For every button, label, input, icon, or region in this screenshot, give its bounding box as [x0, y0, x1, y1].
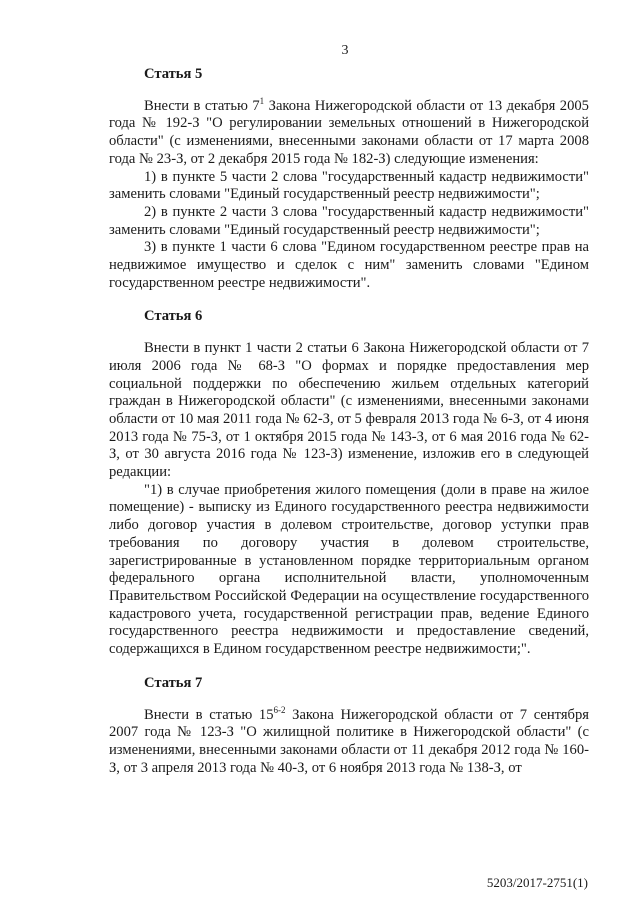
article-7-heading: Статья 7 [144, 674, 203, 691]
article-5-item-3: 3) в пункте 1 части 6 слова "Едином государственном реестре прав на недвижимое имущество и сделок с ним" заменить словами "Едином государственном реестре недвижимости". [109, 239, 589, 291]
article-6-heading: Статья 6 [144, 308, 203, 325]
article-6-quote: "1) в случае приобретения жилого помещения (доли в праве на жилое помещение) - выписку из Единого государственного реестра недвижимости либо договор участия в долевом строительстве, договор уступки прав требования по договору участия в долевом строительстве, зарегистрированные в установленном порядке территориальным органом федерального органа исполнительной власти, уполномоченным Правительством Российской Федерации на осуществление государственного кадастрового учета, государственной регистрации прав, ведение Единого государственного реестра недвижимости и предоставление сведений, содержащихся в Едином государственном реестре недвижимости;". [109, 481, 589, 658]
document-code: 5203/2017-2751(1) [486, 875, 588, 890]
page-number: 3 [341, 43, 349, 58]
article-5-intro: Внести в статью $7^1$ Закона Нижегородской области от 13 декабря 2005 года № 192-З "О регулировании земельных отношений в Нижегородской области" (с изменениями, внесенными законами области от 17 марта 2008 года № 23-З, от 2 декабря 2015 года № 182-З) следующие изменения: [109, 95, 589, 167]
article-5-heading: Статья 5 [144, 66, 203, 82]
article-5-item-2: 2) в пункте 2 части 3 слова "государственный кадастр недвижимости" заменить словами "Единый государственный реестр недвижимости"; [109, 203, 589, 238]
article-7-intro: Внести в статью 15$^{6-2}$ Закона Нижегородской области от 7 сентября 2007 года № 123-З "О жилищной политике в Нижегородской области" (с изменениями, внесенными законами области от 11 декабря 2012 года № 160-З, от 3 апреля 2013 года № 40-З, от 6 ноября 2013 года № 138-З, от [109, 704, 589, 776]
article-6-intro: Внести в пункт 1 части 2 статьи 6 Закона Нижегородской области от 7 июля 2006 года № 68-З "О формах и порядке предоставления мер социальной поддержки по обеспечению жильем отдельных категорий граждан в Нижегородской области" (с изменениями, внесенными законами области от 10 мая 2011 года № 62-З, от 5 февраля 2013 года № 6-З, от 4 июня 2013 года № 75-З, от 1 октября 2015 года № 143-З, от 6 мая 2016 года № 62-З, от 30 августа 2016 года № 123-З) изменение, изложив его в следующей редакции: [109, 340, 589, 481]
superscript: 6-2 [273, 704, 286, 715]
superscript: 1 [259, 95, 265, 106]
article-5-item-1: 1) в пункте 5 части 2 слова "государственный кадастр недвижимости" заменить словами "Единый государственный реестр недвижимости"; [109, 168, 589, 203]
document-body [109, 66, 589, 777]
